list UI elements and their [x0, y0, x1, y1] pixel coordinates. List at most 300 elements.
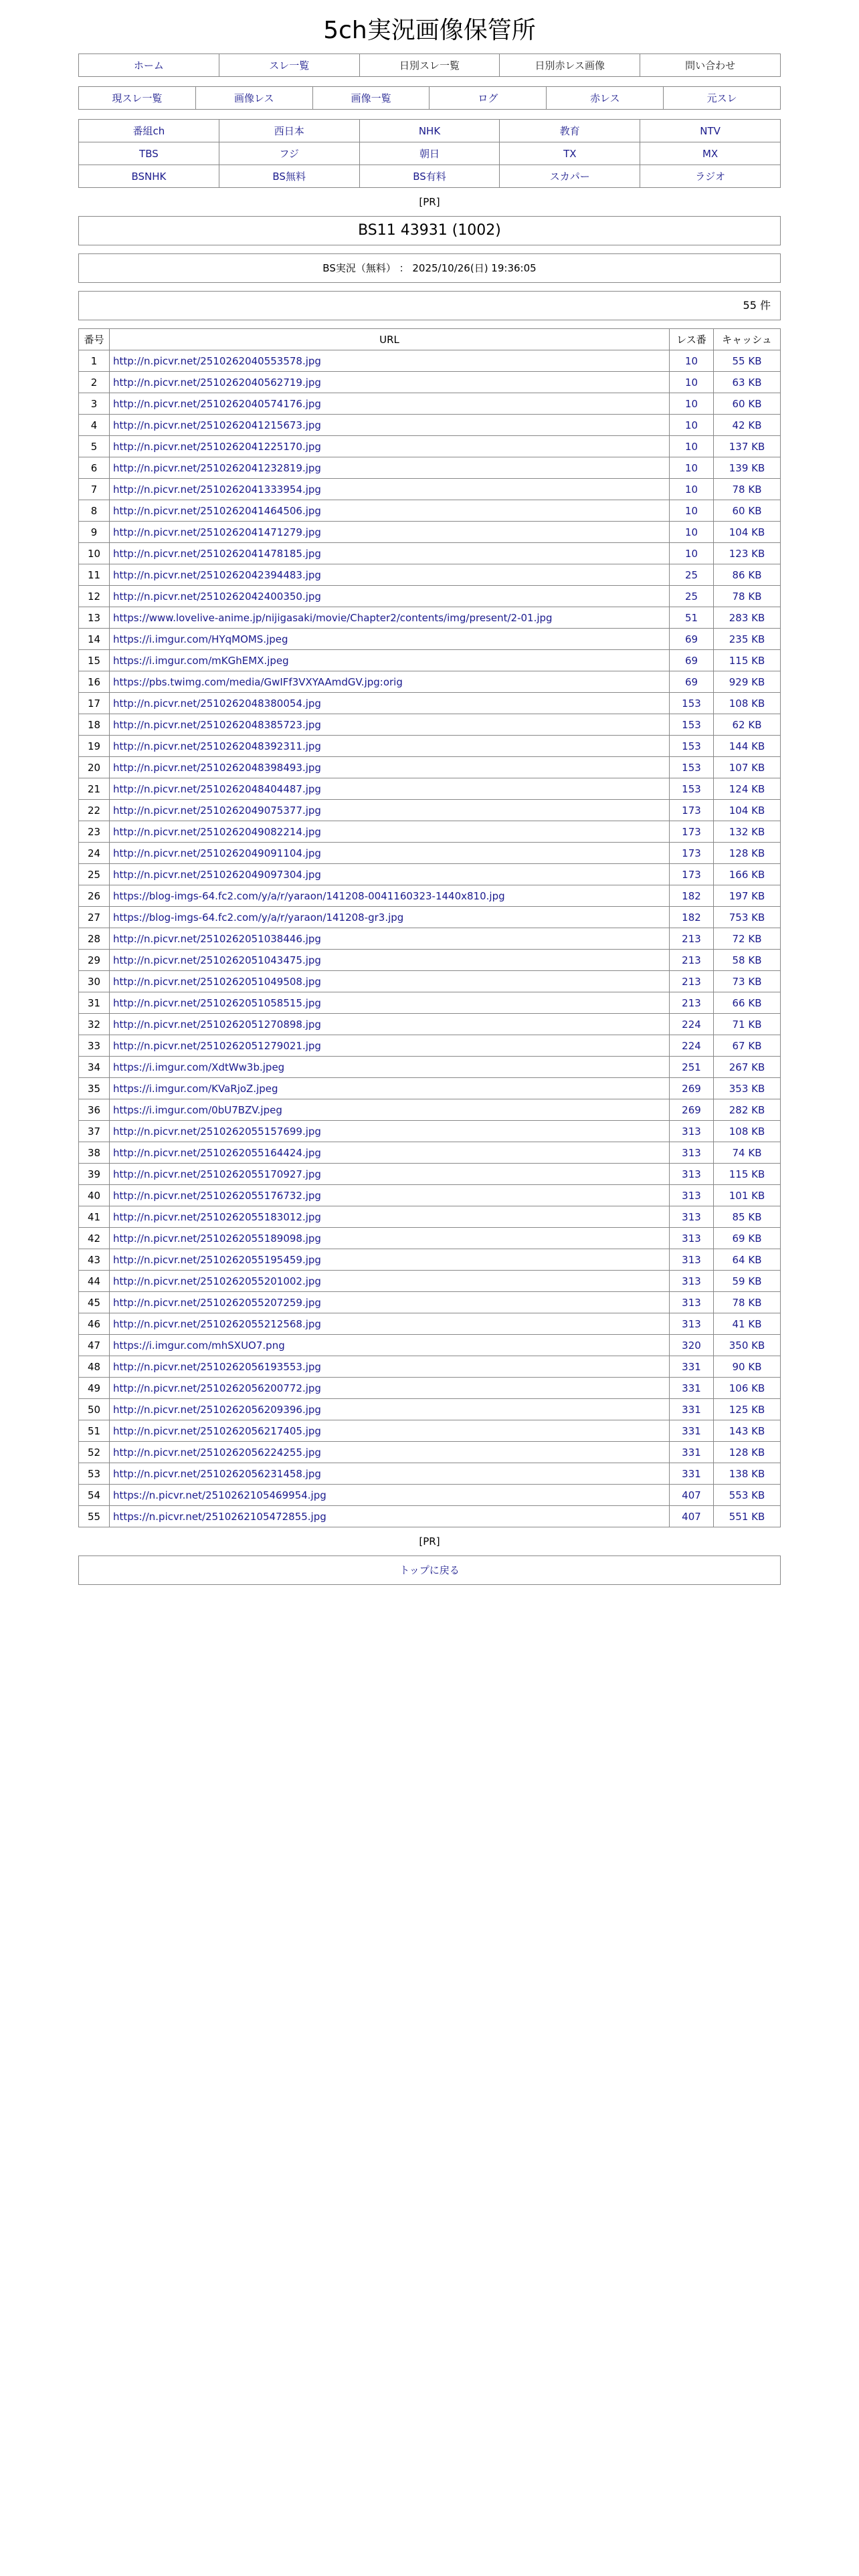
res-number[interactable]: 313 — [670, 1206, 714, 1228]
channel-item[interactable] — [500, 120, 640, 142]
subnav-link-current-threads[interactable]: 現スレ一覧 — [112, 92, 163, 104]
res-number[interactable]: 69 — [670, 650, 714, 671]
res-number[interactable]: 313 — [670, 1164, 714, 1185]
res-number[interactable]: 10 — [670, 350, 714, 372]
res-number[interactable]: 407 — [670, 1506, 714, 1527]
table-row — [79, 564, 781, 586]
cache-size[interactable]: 42 KB — [714, 415, 781, 436]
image-url[interactable] — [110, 1121, 670, 1142]
res-number[interactable]: 153 — [670, 778, 714, 800]
res-number[interactable]: 313 — [670, 1249, 714, 1271]
table-row — [79, 1335, 781, 1356]
res-number[interactable]: 213 — [670, 971, 714, 992]
cache-size[interactable]: 929 KB — [714, 671, 781, 693]
image-url[interactable] — [110, 757, 670, 778]
image-url[interactable] — [110, 586, 670, 607]
image-url-link[interactable]: http://n.picvr.net/2510262056200772.jpg — [113, 1382, 321, 1394]
table-row — [79, 971, 781, 992]
image-url[interactable] — [110, 436, 670, 457]
res-number[interactable]: 10 — [670, 436, 714, 457]
image-url[interactable] — [110, 1335, 670, 1356]
res-number[interactable]: 10 — [670, 543, 714, 564]
row-number: 38 — [79, 1142, 110, 1164]
channel-link[interactable]: BSNHK — [131, 170, 167, 183]
image-url[interactable] — [110, 736, 670, 757]
cache-size[interactable]: 143 KB — [714, 1420, 781, 1442]
image-url[interactable] — [110, 1035, 670, 1057]
image-url-link[interactable]: http://n.picvr.net/2510262051043475.jpg — [113, 954, 321, 966]
image-url[interactable] — [110, 1185, 670, 1206]
nav-link-thread-list[interactable]: スレ一覧 — [269, 60, 310, 72]
subnav-link-red-res[interactable]: 赤レス — [589, 92, 620, 104]
cache-size[interactable]: 64 KB — [714, 1249, 781, 1271]
res-number[interactable]: 153 — [670, 757, 714, 778]
row-number: 31 — [79, 992, 110, 1014]
image-url-link[interactable]: http://n.picvr.net/2510262041225170.jpg — [113, 440, 321, 453]
channel-item[interactable] — [359, 120, 500, 142]
res-number[interactable]: 25 — [670, 586, 714, 607]
cache-size[interactable]: 85 KB — [714, 1206, 781, 1228]
res-number[interactable]: 251 — [670, 1057, 714, 1078]
image-url-link[interactable]: http://n.picvr.net/2510262055212568.jpg — [113, 1317, 321, 1330]
image-url[interactable] — [110, 1271, 670, 1292]
image-url-link[interactable]: https://pbs.twimg.com/media/GwIFf3VXYAAmdGV.jpg:orig — [113, 675, 403, 688]
image-url[interactable] — [110, 1228, 670, 1249]
res-number[interactable]: 224 — [670, 1014, 714, 1035]
cache-size[interactable]: 104 KB — [714, 800, 781, 821]
nav-item-home[interactable] — [79, 54, 219, 77]
image-url-link[interactable]: https://i.imgur.com/XdtWw3b.jpeg — [113, 1061, 285, 1073]
subnav-link-image-list[interactable]: 画像一覧 — [351, 92, 391, 104]
image-url-link[interactable]: http://n.picvr.net/2510262055189098.jpg — [113, 1232, 321, 1245]
image-url-link[interactable]: https://n.picvr.net/2510262105472855.jpg — [113, 1510, 326, 1523]
row-number: 24 — [79, 843, 110, 864]
channel-item[interactable] — [219, 165, 359, 188]
cache-size[interactable]: 90 KB — [714, 1356, 781, 1378]
image-url-link[interactable]: http://n.picvr.net/2510262041478185.jpg — [113, 547, 321, 560]
cache-size[interactable]: 104 KB — [714, 522, 781, 543]
channel-item[interactable] — [219, 142, 359, 165]
channel-item[interactable] — [219, 120, 359, 142]
cache-size[interactable]: 128 KB — [714, 843, 781, 864]
nav-item-thread-list[interactable] — [219, 54, 359, 77]
site-title: 5ch実況画像保管所 — [323, 17, 536, 44]
cache-size[interactable]: 101 KB — [714, 1185, 781, 1206]
cache-size[interactable]: 74 KB — [714, 1142, 781, 1164]
cache-size[interactable]: 69 KB — [714, 1228, 781, 1249]
row-number: 50 — [79, 1399, 110, 1420]
res-number[interactable]: 331 — [670, 1463, 714, 1485]
res-number[interactable]: 269 — [670, 1099, 714, 1121]
res-number[interactable]: 320 — [670, 1335, 714, 1356]
res-number[interactable]: 313 — [670, 1228, 714, 1249]
image-url[interactable] — [110, 1485, 670, 1506]
channel-link[interactable]: BS無料 — [272, 171, 306, 183]
channel-link[interactable]: スカパー — [549, 171, 590, 183]
image-url-link[interactable]: http://n.picvr.net/2510262040574176.jpg — [113, 397, 321, 410]
image-url-link[interactable]: http://n.picvr.net/2510262051049508.jpg — [113, 975, 321, 988]
image-url[interactable] — [110, 864, 670, 885]
channel-item[interactable] — [359, 165, 500, 188]
image-url[interactable] — [110, 350, 670, 372]
image-url-link[interactable]: http://n.picvr.net/2510262055183012.jpg — [113, 1210, 321, 1223]
image-url[interactable] — [110, 1292, 670, 1313]
image-url[interactable] — [110, 1313, 670, 1335]
res-number[interactable]: 269 — [670, 1078, 714, 1099]
image-url[interactable] — [110, 650, 670, 671]
image-url-link[interactable]: http://n.picvr.net/2510262055176732.jpg — [113, 1189, 321, 1202]
cache-size[interactable]: 86 KB — [714, 564, 781, 586]
image-url-link[interactable]: http://n.picvr.net/2510262042394483.jpg — [113, 568, 321, 581]
cache-size[interactable]: 73 KB — [714, 971, 781, 992]
image-url[interactable] — [110, 522, 670, 543]
image-url[interactable] — [110, 885, 670, 907]
cache-size[interactable]: 350 KB — [714, 1335, 781, 1356]
res-number[interactable]: 10 — [670, 393, 714, 415]
res-number[interactable]: 331 — [670, 1356, 714, 1378]
image-url-link[interactable]: http://n.picvr.net/2510262051279021.jpg — [113, 1039, 321, 1052]
image-url-link[interactable]: http://n.picvr.net/2510262048380054.jpg — [113, 697, 321, 710]
cache-size[interactable]: 138 KB — [714, 1463, 781, 1485]
image-url-link[interactable]: http://n.picvr.net/2510262049075377.jpg — [113, 804, 321, 817]
image-url-link[interactable]: http://n.picvr.net/2510262048404487.jpg — [113, 782, 321, 795]
row-number: 53 — [79, 1463, 110, 1485]
image-url[interactable] — [110, 1506, 670, 1527]
image-url-link[interactable]: http://n.picvr.net/2510262051038446.jpg — [113, 932, 321, 945]
res-number[interactable]: 407 — [670, 1485, 714, 1506]
image-url-link[interactable]: https://n.picvr.net/2510262105469954.jpg — [113, 1489, 326, 1501]
image-url-link[interactable]: https://i.imgur.com/KVaRjoZ.jpeg — [113, 1082, 278, 1095]
subnav-link-image-res[interactable]: 画像レス — [233, 92, 274, 104]
channel-link[interactable]: NTV — [700, 124, 721, 137]
image-url[interactable] — [110, 821, 670, 843]
res-number[interactable]: 173 — [670, 821, 714, 843]
res-number[interactable]: 173 — [670, 864, 714, 885]
subnav-item-original-thread[interactable] — [664, 87, 781, 110]
channel-item[interactable] — [500, 165, 640, 188]
cache-size[interactable]: 55 KB — [714, 350, 781, 372]
image-url-link[interactable]: http://n.picvr.net/2510262048385723.jpg — [113, 718, 321, 731]
res-number[interactable]: 173 — [670, 843, 714, 864]
column-header-number: 番号 — [79, 329, 110, 350]
subnav-item-image-res[interactable] — [195, 87, 312, 110]
channel-item[interactable] — [79, 120, 219, 142]
image-url-link[interactable]: https://i.imgur.com/0bU7BZV.jpeg — [113, 1103, 282, 1116]
image-url[interactable] — [110, 1099, 670, 1121]
row-number: 37 — [79, 1121, 110, 1142]
cache-size[interactable]: 553 KB — [714, 1485, 781, 1506]
channel-link[interactable]: BS有料 — [413, 171, 446, 183]
table-row — [79, 928, 781, 950]
channel-item[interactable] — [500, 142, 640, 165]
res-number[interactable]: 213 — [670, 992, 714, 1014]
res-number[interactable]: 10 — [670, 522, 714, 543]
image-url[interactable] — [110, 1463, 670, 1485]
subnav-item-current-threads[interactable] — [79, 87, 196, 110]
table-row — [79, 372, 781, 393]
image-url-link[interactable]: http://n.picvr.net/2510262055201002.jpg — [113, 1275, 321, 1287]
cache-size[interactable]: 132 KB — [714, 821, 781, 843]
table-row — [79, 671, 781, 693]
cache-size[interactable]: 128 KB — [714, 1442, 781, 1463]
image-url[interactable] — [110, 415, 670, 436]
cache-size[interactable]: 72 KB — [714, 928, 781, 950]
image-url-link[interactable]: http://n.picvr.net/2510262051270898.jpg — [113, 1018, 321, 1031]
image-url[interactable] — [110, 1399, 670, 1420]
res-number[interactable]: 10 — [670, 457, 714, 479]
image-url[interactable] — [110, 1420, 670, 1442]
image-url-link[interactable]: http://n.picvr.net/2510262041215673.jpg — [113, 419, 321, 431]
channel-link[interactable]: 番組ch — [132, 125, 165, 137]
res-number[interactable]: 69 — [670, 671, 714, 693]
image-url[interactable] — [110, 629, 670, 650]
image-url-link[interactable]: http://n.picvr.net/2510262056193553.jpg — [113, 1360, 321, 1373]
image-url[interactable] — [110, 479, 670, 500]
channel-link[interactable]: TX — [563, 147, 577, 160]
image-url[interactable] — [110, 1249, 670, 1271]
image-url-link[interactable]: http://n.picvr.net/2510262041471279.jpg — [113, 526, 321, 538]
row-number: 15 — [79, 650, 110, 671]
table-row — [79, 1356, 781, 1378]
row-number: 55 — [79, 1506, 110, 1527]
row-number: 12 — [79, 586, 110, 607]
channel-link[interactable]: ラジオ — [695, 171, 726, 183]
image-url[interactable] — [110, 971, 670, 992]
image-url-link[interactable]: http://n.picvr.net/2510262056231458.jpg — [113, 1467, 321, 1480]
channel-link[interactable]: 教育 — [559, 125, 580, 137]
res-number[interactable]: 51 — [670, 607, 714, 629]
image-url-link[interactable]: http://n.picvr.net/2510262055157699.jpg — [113, 1125, 321, 1138]
res-number[interactable]: 153 — [670, 693, 714, 714]
table-row — [79, 1099, 781, 1121]
image-url[interactable] — [110, 543, 670, 564]
cache-size[interactable]: 115 KB — [714, 1164, 781, 1185]
cache-size[interactable]: 107 KB — [714, 757, 781, 778]
image-url-link[interactable]: http://n.picvr.net/2510262051058515.jpg — [113, 996, 321, 1009]
cache-size[interactable]: 123 KB — [714, 543, 781, 564]
res-number[interactable]: 10 — [670, 500, 714, 522]
row-number: 36 — [79, 1099, 110, 1121]
subnav-item-log[interactable] — [430, 87, 547, 110]
res-number[interactable]: 173 — [670, 800, 714, 821]
image-url-link[interactable]: http://n.picvr.net/2510262056209396.jpg — [113, 1403, 321, 1416]
image-url-link[interactable]: https://blog-imgs-64.fc2.com/y/a/r/yaraon/141208-gr3.jpg — [113, 911, 404, 924]
image-url-link[interactable]: http://n.picvr.net/2510262055170927.jpg — [113, 1168, 321, 1180]
res-number[interactable]: 10 — [670, 479, 714, 500]
cache-size[interactable]: 551 KB — [714, 1506, 781, 1527]
row-number: 3 — [79, 393, 110, 415]
res-number[interactable]: 153 — [670, 736, 714, 757]
cache-size[interactable]: 78 KB — [714, 1292, 781, 1313]
table-row — [79, 457, 781, 479]
res-number[interactable]: 69 — [670, 629, 714, 650]
res-number[interactable]: 182 — [670, 885, 714, 907]
cache-size[interactable]: 353 KB — [714, 1078, 781, 1099]
cache-size[interactable]: 282 KB — [714, 1099, 781, 1121]
channel-item[interactable] — [640, 120, 781, 142]
cache-size[interactable]: 108 KB — [714, 1121, 781, 1142]
channel-link[interactable]: 西日本 — [274, 125, 304, 137]
image-url-link[interactable]: http://n.picvr.net/2510262048392311.jpg — [113, 740, 321, 752]
image-url-link[interactable]: http://n.picvr.net/2510262055207259.jpg — [113, 1296, 321, 1309]
res-number[interactable]: 313 — [670, 1313, 714, 1335]
image-url[interactable] — [110, 1206, 670, 1228]
image-url[interactable] — [110, 671, 670, 693]
image-url-link[interactable]: http://n.picvr.net/2510262055164424.jpg — [113, 1146, 321, 1159]
table-row — [79, 992, 781, 1014]
back-to-top-link[interactable]: トップに戻る — [399, 1564, 460, 1576]
image-url[interactable] — [110, 607, 670, 629]
image-url-link[interactable]: http://n.picvr.net/2510262048398493.jpg — [113, 761, 321, 774]
image-url[interactable] — [110, 1142, 670, 1164]
channel-item[interactable] — [79, 142, 219, 165]
image-url[interactable] — [110, 1078, 670, 1099]
cache-size[interactable]: 125 KB — [714, 1399, 781, 1420]
image-url-link[interactable]: https://i.imgur.com/mhSXUO7.png — [113, 1339, 285, 1352]
image-url-link[interactable]: http://n.picvr.net/2510262040553578.jpg — [113, 354, 321, 367]
table-row — [79, 650, 781, 671]
cache-size[interactable]: 59 KB — [714, 1271, 781, 1292]
cache-size[interactable]: 63 KB — [714, 372, 781, 393]
image-url-link[interactable]: https://i.imgur.com/HYqMOMS.jpeg — [113, 633, 288, 645]
res-number[interactable]: 331 — [670, 1399, 714, 1420]
cache-size[interactable]: 71 KB — [714, 1014, 781, 1035]
res-number[interactable]: 313 — [670, 1271, 714, 1292]
channel-link[interactable]: MX — [702, 147, 719, 160]
res-number[interactable]: 10 — [670, 372, 714, 393]
channel-item[interactable] — [359, 142, 500, 165]
image-url-link[interactable]: http://n.picvr.net/2510262041333954.jpg — [113, 483, 321, 496]
cache-size[interactable]: 78 KB — [714, 479, 781, 500]
subnav-link-original-thread[interactable]: 元スレ — [706, 92, 737, 104]
channel-link[interactable]: NHK — [418, 124, 441, 137]
image-url[interactable] — [110, 500, 670, 522]
image-url-link[interactable]: http://n.picvr.net/2510262040562719.jpg — [113, 376, 321, 389]
cache-size[interactable]: 166 KB — [714, 864, 781, 885]
channel-link[interactable]: TBS — [139, 147, 159, 160]
table-row — [79, 1378, 781, 1399]
channel-item[interactable] — [640, 165, 781, 188]
nav-current-daily-red: 日別赤レス画像 — [535, 60, 605, 72]
res-number[interactable]: 331 — [670, 1442, 714, 1463]
cache-size[interactable]: 235 KB — [714, 629, 781, 650]
image-url[interactable] — [110, 1356, 670, 1378]
image-url[interactable] — [110, 1378, 670, 1399]
image-url[interactable] — [110, 393, 670, 415]
row-number: 1 — [79, 350, 110, 372]
cache-size[interactable]: 41 KB — [714, 1313, 781, 1335]
image-url[interactable] — [110, 457, 670, 479]
channel-item[interactable] — [79, 165, 219, 188]
cache-size[interactable]: 283 KB — [714, 607, 781, 629]
res-number[interactable]: 10 — [670, 415, 714, 436]
image-url-link[interactable]: http://n.picvr.net/2510262049097304.jpg — [113, 868, 321, 881]
table-row — [79, 778, 781, 800]
image-url[interactable] — [110, 372, 670, 393]
image-url[interactable] — [110, 1014, 670, 1035]
image-url[interactable] — [110, 1164, 670, 1185]
back-to-top[interactable] — [78, 1555, 781, 1585]
res-number[interactable]: 153 — [670, 714, 714, 736]
image-url[interactable] — [110, 1057, 670, 1078]
image-url[interactable] — [110, 907, 670, 928]
image-url-link[interactable]: http://n.picvr.net/2510262049082214.jpg — [113, 825, 321, 838]
nav-link-home[interactable]: ホーム — [133, 60, 164, 72]
res-number[interactable]: 331 — [670, 1420, 714, 1442]
image-url[interactable] — [110, 714, 670, 736]
res-number[interactable]: 331 — [670, 1378, 714, 1399]
image-url-link[interactable]: http://n.picvr.net/2510262056224255.jpg — [113, 1446, 321, 1459]
image-url-link[interactable]: http://n.picvr.net/2510262041464506.jpg — [113, 504, 321, 517]
image-url-link[interactable]: http://n.picvr.net/2510262049091104.jpg — [113, 847, 321, 859]
cache-size[interactable]: 197 KB — [714, 885, 781, 907]
cache-size[interactable]: 62 KB — [714, 714, 781, 736]
image-url[interactable] — [110, 843, 670, 864]
cache-size[interactable]: 139 KB — [714, 457, 781, 479]
cache-size[interactable]: 115 KB — [714, 650, 781, 671]
cache-size[interactable]: 144 KB — [714, 736, 781, 757]
cache-size[interactable]: 60 KB — [714, 500, 781, 522]
image-url[interactable] — [110, 950, 670, 971]
cache-size[interactable]: 78 KB — [714, 586, 781, 607]
image-url-link[interactable]: http://n.picvr.net/2510262055195459.jpg — [113, 1253, 321, 1266]
channel-link[interactable]: 朝日 — [419, 148, 440, 160]
res-number[interactable]: 213 — [670, 928, 714, 950]
cache-size[interactable]: 60 KB — [714, 393, 781, 415]
cache-size[interactable]: 58 KB — [714, 950, 781, 971]
image-url[interactable] — [110, 564, 670, 586]
image-url[interactable] — [110, 992, 670, 1014]
res-number[interactable]: 25 — [670, 564, 714, 586]
subnav-link-log[interactable]: ログ — [478, 92, 498, 104]
cache-size[interactable]: 124 KB — [714, 778, 781, 800]
cache-size[interactable]: 267 KB — [714, 1057, 781, 1078]
image-url-link[interactable]: https://i.imgur.com/mKGhEMX.jpeg — [113, 654, 289, 667]
nav-item-daily-threads — [359, 54, 500, 77]
image-url-link[interactable]: http://n.picvr.net/2510262041232819.jpg — [113, 461, 321, 474]
res-number[interactable]: 313 — [670, 1142, 714, 1164]
res-number[interactable]: 213 — [670, 950, 714, 971]
image-url[interactable] — [110, 1442, 670, 1463]
image-url-link[interactable]: https://blog-imgs-64.fc2.com/y/a/r/yaraon/141208-0041160323-1440x810.jpg — [113, 889, 505, 902]
row-number: 45 — [79, 1292, 110, 1313]
cache-size[interactable]: 66 KB — [714, 992, 781, 1014]
table-row — [79, 1164, 781, 1185]
subnav-item-image-list[interactable] — [312, 87, 430, 110]
image-url-link[interactable]: https://www.lovelive-anime.jp/nijigasaki/movie/Chapter2/contents/img/present/2-01.jpg — [113, 611, 553, 624]
image-url[interactable] — [110, 778, 670, 800]
channel-link[interactable]: フジ — [279, 148, 299, 160]
row-number: 41 — [79, 1206, 110, 1228]
image-url[interactable] — [110, 928, 670, 950]
image-url[interactable] — [110, 693, 670, 714]
cache-size[interactable]: 753 KB — [714, 907, 781, 928]
cache-size[interactable]: 106 KB — [714, 1378, 781, 1399]
cache-size[interactable]: 67 KB — [714, 1035, 781, 1057]
res-number[interactable]: 313 — [670, 1185, 714, 1206]
image-url-link[interactable]: http://n.picvr.net/2510262056217405.jpg — [113, 1424, 321, 1437]
res-number[interactable]: 182 — [670, 907, 714, 928]
res-number[interactable]: 224 — [670, 1035, 714, 1057]
res-number[interactable]: 313 — [670, 1121, 714, 1142]
channel-item[interactable] — [640, 142, 781, 165]
res-number[interactable]: 313 — [670, 1292, 714, 1313]
cache-size[interactable]: 137 KB — [714, 436, 781, 457]
image-url[interactable] — [110, 800, 670, 821]
cache-size[interactable]: 108 KB — [714, 693, 781, 714]
subnav-item-red-res[interactable] — [547, 87, 664, 110]
image-url-link[interactable]: http://n.picvr.net/2510262042400350.jpg — [113, 590, 321, 603]
